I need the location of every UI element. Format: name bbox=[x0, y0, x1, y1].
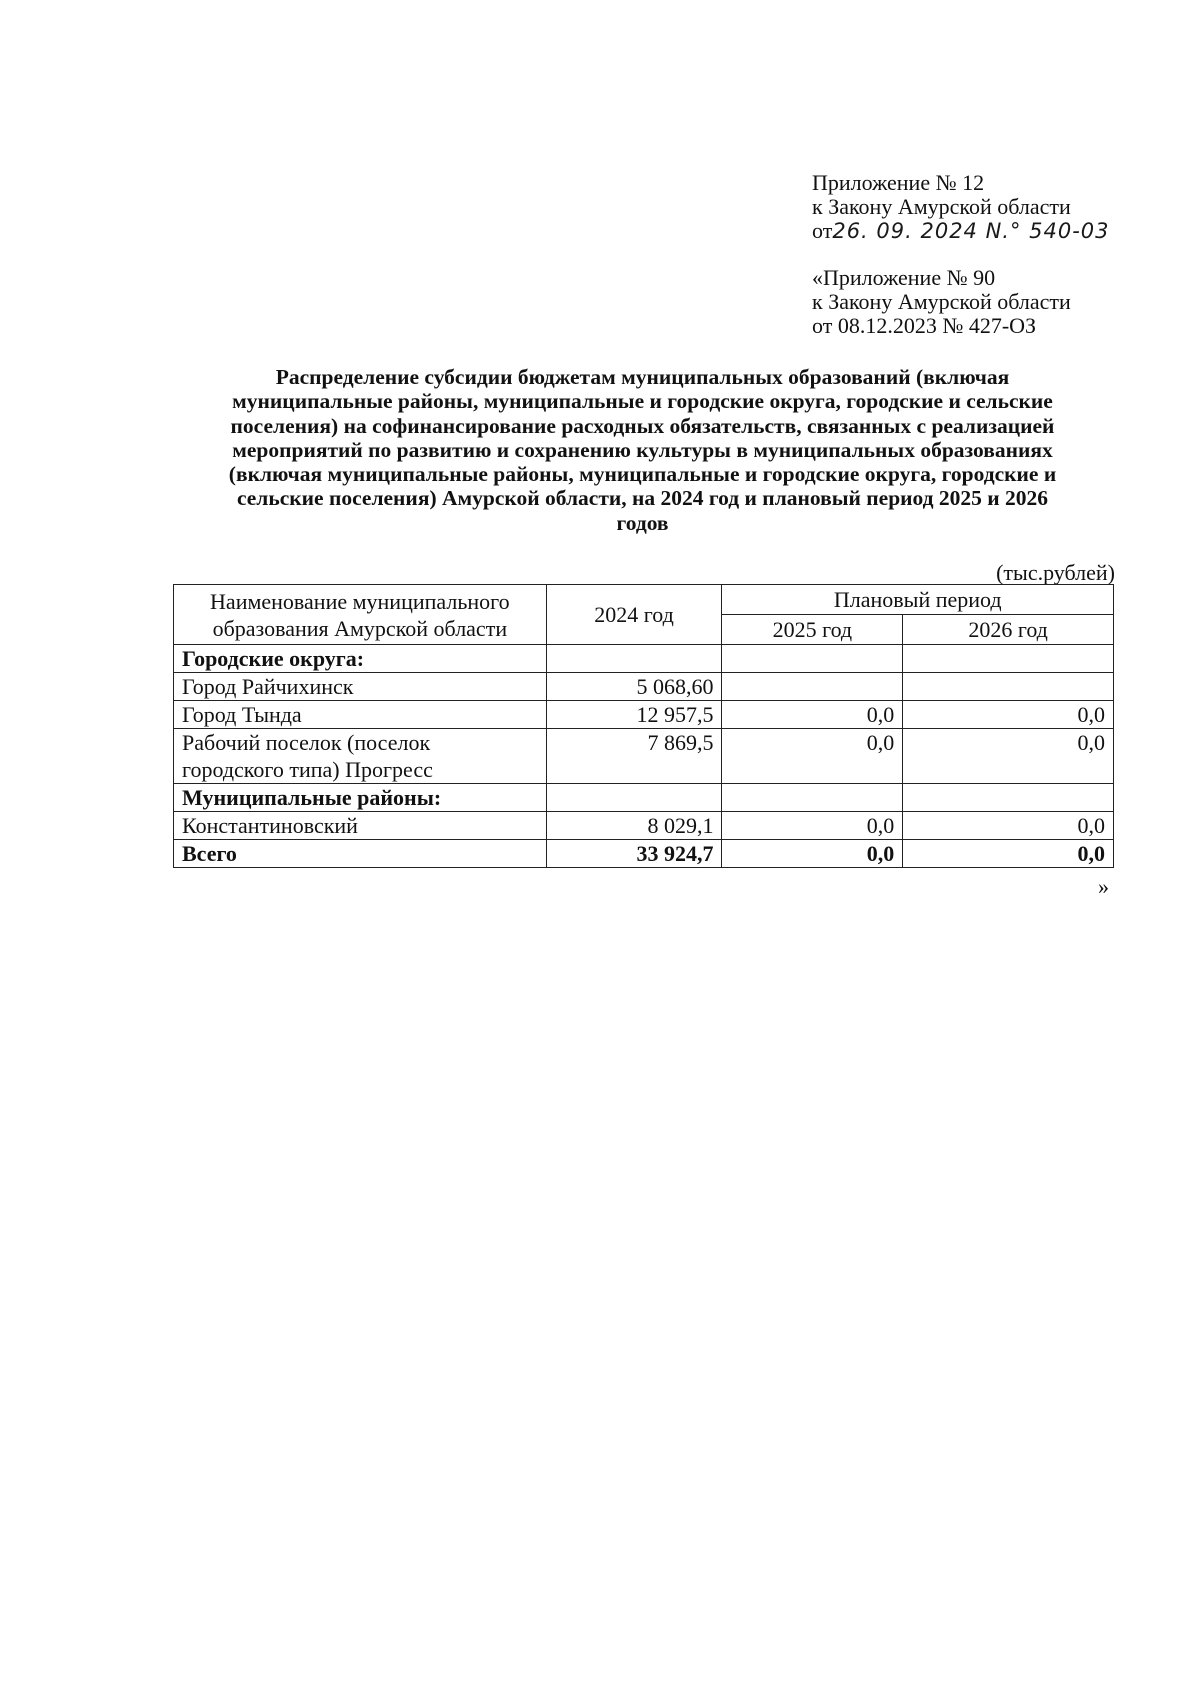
header-2025: 2025 год bbox=[722, 615, 903, 645]
value-2026: 0,0 bbox=[903, 701, 1114, 729]
title-line: годов bbox=[616, 510, 669, 535]
table-row bbox=[174, 729, 1114, 784]
table-row bbox=[174, 812, 1114, 840]
value-2026: 0,0 bbox=[903, 729, 1114, 784]
date-prefix: от bbox=[812, 218, 833, 243]
value-2026 bbox=[903, 673, 1114, 701]
row-name: Город Райчихинск bbox=[174, 673, 547, 701]
value-2024: 12 957,5 bbox=[546, 701, 722, 729]
table-row bbox=[174, 701, 1114, 729]
value-2026: 0,0 bbox=[903, 812, 1114, 840]
title-line: Распределение субсидии бюджетам муниципальных образований (включая bbox=[275, 365, 1010, 389]
document-title bbox=[160, 365, 1125, 535]
law-date-line bbox=[812, 219, 1110, 243]
amended-appendix-number: «Приложение № 90 bbox=[812, 265, 996, 290]
law-reference: к Закону Амурской области bbox=[812, 194, 1071, 219]
value-2024: 5 068,60 bbox=[546, 673, 722, 701]
title-line: муниципальные районы, муниципальные и городские округа, городские и сельские bbox=[232, 389, 1053, 414]
title-line: мероприятий по развитию и сохранению культуры в муниципальных образованиях bbox=[232, 437, 1053, 462]
subsidy-table bbox=[173, 584, 1114, 868]
title-line: (включая муниципальные районы, муниципальные и городские округа, городские и bbox=[228, 462, 1057, 487]
table-total-row bbox=[174, 840, 1114, 868]
handwritten-date-number: 26. 09. 2024 N.° 540-03 bbox=[832, 219, 1110, 243]
header-municipality: Наименование муниципального образования Амурской области bbox=[174, 585, 547, 645]
amended-law-date: от 08.12.2023 № 427-ОЗ bbox=[812, 313, 1037, 338]
table-group-row bbox=[174, 645, 1114, 673]
value-2025 bbox=[722, 673, 903, 701]
value-2024: 7 869,5 bbox=[546, 729, 722, 784]
total-2026: 0,0 bbox=[903, 840, 1114, 868]
appendix-number: Приложение № 12 bbox=[812, 170, 985, 195]
title-line: поселения) на софинансирование расходных обязательств, связанных с реализацией bbox=[230, 413, 1055, 438]
group-label: Муниципальные районы: bbox=[174, 784, 547, 812]
group-label: Городские округа: bbox=[174, 645, 547, 673]
total-2025: 0,0 bbox=[722, 840, 903, 868]
total-2024: 33 924,7 bbox=[546, 840, 722, 868]
value-2025: 0,0 bbox=[722, 701, 903, 729]
header-2024: 2024 год bbox=[546, 585, 722, 645]
table-row bbox=[174, 673, 1114, 701]
appendix-header-current bbox=[812, 171, 1110, 243]
row-name: Рабочий поселок (поселок городского типа) Прогресс bbox=[174, 729, 547, 784]
row-name: Константиновский bbox=[174, 812, 547, 840]
row-name: Город Тында bbox=[174, 701, 547, 729]
table-header-row bbox=[174, 585, 1114, 615]
total-label: Всего bbox=[174, 840, 547, 868]
units-label: (тыс.рублей) bbox=[996, 560, 1115, 585]
value-2025: 0,0 bbox=[722, 729, 903, 784]
header-planned-period: Плановый период bbox=[722, 585, 1114, 615]
closing-quote: » bbox=[1098, 874, 1109, 899]
title-line: сельские поселения) Амурской области, на 2024 год и плановый период 2025 и 2026 bbox=[236, 486, 1049, 511]
value-2024: 8 029,1 bbox=[546, 812, 722, 840]
header-2026: 2026 год bbox=[903, 615, 1114, 645]
appendix-header-amended bbox=[812, 266, 1071, 338]
amended-law-reference: к Закону Амурской области bbox=[812, 289, 1071, 314]
table-group-row bbox=[174, 784, 1114, 812]
value-2025: 0,0 bbox=[722, 812, 903, 840]
